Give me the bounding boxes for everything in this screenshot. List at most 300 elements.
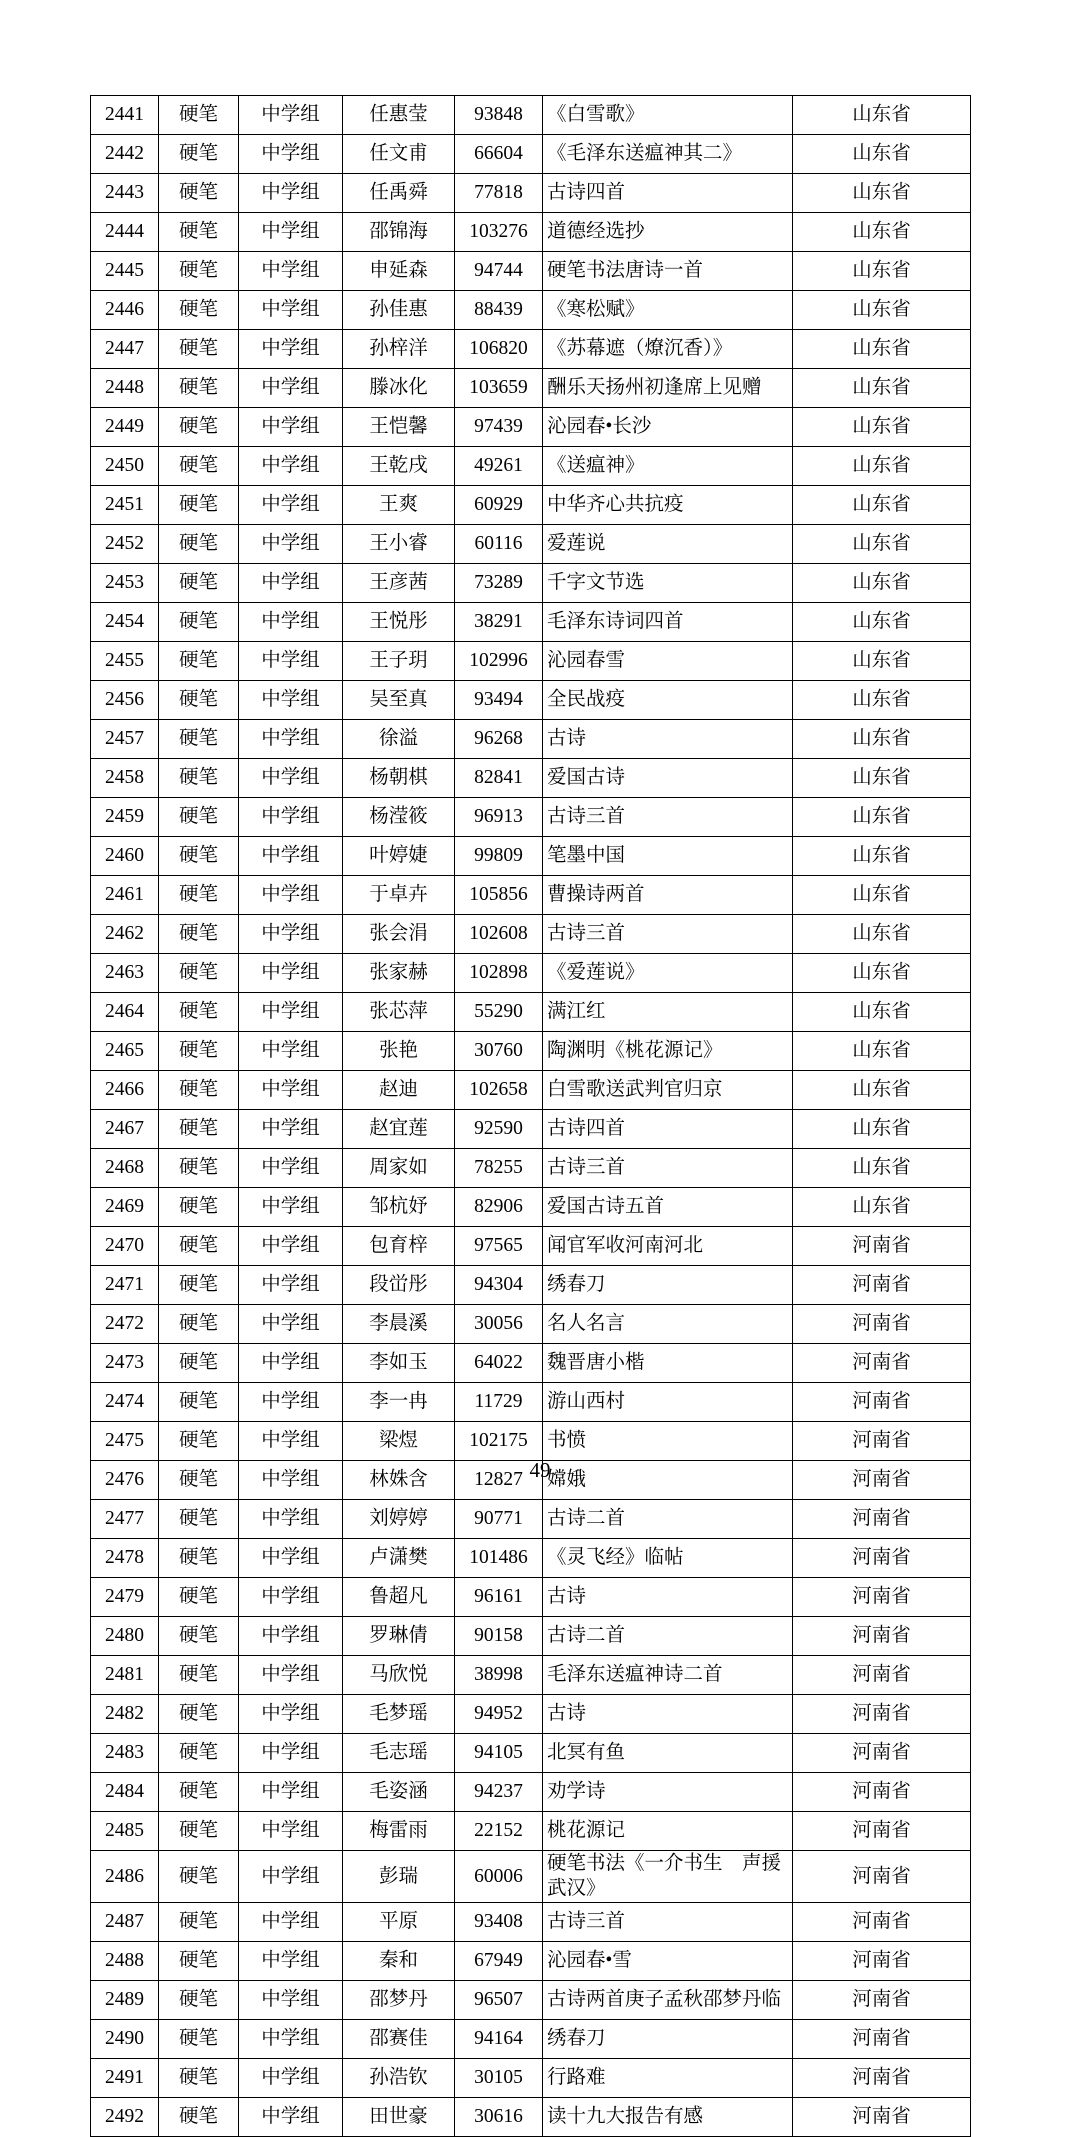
- row-work-cell: 中华齐心共抗疫: [543, 486, 793, 525]
- row-number-cell: 66604: [455, 135, 543, 174]
- row-number-cell: 103276: [455, 213, 543, 252]
- row-work-cell: 古诗四首: [543, 1110, 793, 1149]
- row-name-cell: 邵赛佳: [343, 2019, 455, 2058]
- row-category-cell: 硬笔: [159, 1980, 239, 2019]
- table-row: [91, 1188, 971, 1227]
- row-category-cell: 硬笔: [159, 837, 239, 876]
- row-name-cell: 段峃彤: [343, 1266, 455, 1305]
- row-number-cell: 30105: [455, 2058, 543, 2097]
- row-id-cell: 2476: [91, 1461, 159, 1500]
- table-row: [91, 1500, 971, 1539]
- row-category-cell: 硬笔: [159, 642, 239, 681]
- row-number-cell: 101486: [455, 1539, 543, 1578]
- row-number-cell: 12827: [455, 1461, 543, 1500]
- row-id-cell: 2463: [91, 954, 159, 993]
- row-id-cell: 2452: [91, 525, 159, 564]
- row-number-cell: 97439: [455, 408, 543, 447]
- row-group-cell: 中学组: [239, 1695, 343, 1734]
- row-number-cell: 93848: [455, 96, 543, 135]
- row-number-cell: 102175: [455, 1422, 543, 1461]
- row-province-cell: 河南省: [793, 1851, 971, 1903]
- row-number-cell: 96913: [455, 798, 543, 837]
- row-category-cell: 硬笔: [159, 1500, 239, 1539]
- row-province-cell: 山东省: [793, 876, 971, 915]
- row-group-cell: 中学组: [239, 2019, 343, 2058]
- row-province-cell: 山东省: [793, 681, 971, 720]
- row-group-cell: 中学组: [239, 603, 343, 642]
- row-name-cell: 王乾戌: [343, 447, 455, 486]
- row-number-cell: 60006: [455, 1851, 543, 1903]
- row-province-cell: 山东省: [793, 213, 971, 252]
- row-group-cell: 中学组: [239, 330, 343, 369]
- row-number-cell: 97565: [455, 1227, 543, 1266]
- row-work-cell: 曹操诗两首: [543, 876, 793, 915]
- row-number-cell: 55290: [455, 993, 543, 1032]
- table-row: [91, 1617, 971, 1656]
- row-id-cell: 2483: [91, 1734, 159, 1773]
- row-name-cell: 吴至真: [343, 681, 455, 720]
- row-name-cell: 王爽: [343, 486, 455, 525]
- row-name-cell: 徐溢: [343, 720, 455, 759]
- row-name-cell: 孙浩钦: [343, 2058, 455, 2097]
- row-group-cell: 中学组: [239, 1941, 343, 1980]
- row-id-cell: 2467: [91, 1110, 159, 1149]
- row-name-cell: 毛姿涵: [343, 1773, 455, 1812]
- table-row: [91, 1539, 971, 1578]
- row-id-cell: 2482: [91, 1695, 159, 1734]
- row-province-cell: 河南省: [793, 1773, 971, 1812]
- row-category-cell: 硬笔: [159, 135, 239, 174]
- row-work-cell: 嫦娥: [543, 1461, 793, 1500]
- row-work-cell: 沁园春•长沙: [543, 408, 793, 447]
- row-group-cell: 中学组: [239, 408, 343, 447]
- row-category-cell: 硬笔: [159, 720, 239, 759]
- row-name-cell: 李一冉: [343, 1383, 455, 1422]
- row-province-cell: 河南省: [793, 1227, 971, 1266]
- row-category-cell: 硬笔: [159, 525, 239, 564]
- row-province-cell: 山东省: [793, 564, 971, 603]
- row-group-cell: 中学组: [239, 213, 343, 252]
- row-id-cell: 2469: [91, 1188, 159, 1227]
- row-work-cell: 桃花源记: [543, 1812, 793, 1851]
- row-work-cell: 古诗三首: [543, 915, 793, 954]
- row-number-cell: 11729: [455, 1383, 543, 1422]
- row-name-cell: 王子玥: [343, 642, 455, 681]
- table-row: [91, 1980, 971, 2019]
- row-group-cell: 中学组: [239, 174, 343, 213]
- row-name-cell: 王小睿: [343, 525, 455, 564]
- table-row: [91, 1656, 971, 1695]
- row-number-cell: 88439: [455, 291, 543, 330]
- row-work-cell: 毛泽东送瘟神诗二首: [543, 1656, 793, 1695]
- table-row: [91, 1383, 971, 1422]
- row-number-cell: 90158: [455, 1617, 543, 1656]
- row-work-cell: 读十九大报告有感: [543, 2097, 793, 2136]
- row-group-cell: 中学组: [239, 837, 343, 876]
- row-category-cell: 硬笔: [159, 291, 239, 330]
- row-category-cell: 硬笔: [159, 1383, 239, 1422]
- row-province-cell: 河南省: [793, 1344, 971, 1383]
- row-work-cell: 北冥有鱼: [543, 1734, 793, 1773]
- row-id-cell: 2449: [91, 408, 159, 447]
- row-number-cell: 90771: [455, 1500, 543, 1539]
- row-name-cell: 平原: [343, 1902, 455, 1941]
- row-group-cell: 中学组: [239, 2058, 343, 2097]
- row-id-cell: 2475: [91, 1422, 159, 1461]
- row-category-cell: 硬笔: [159, 1032, 239, 1071]
- row-id-cell: 2455: [91, 642, 159, 681]
- row-group-cell: 中学组: [239, 1305, 343, 1344]
- row-number-cell: 99809: [455, 837, 543, 876]
- row-province-cell: 山东省: [793, 135, 971, 174]
- row-group-cell: 中学组: [239, 1461, 343, 1500]
- row-work-cell: 古诗三首: [543, 1902, 793, 1941]
- row-number-cell: 30056: [455, 1305, 543, 1344]
- row-group-cell: 中学组: [239, 681, 343, 720]
- row-province-cell: 河南省: [793, 2058, 971, 2097]
- row-category-cell: 硬笔: [159, 915, 239, 954]
- table-row: [91, 1032, 971, 1071]
- row-group-cell: 中学组: [239, 1734, 343, 1773]
- row-work-cell: 硬笔书法唐诗一首: [543, 252, 793, 291]
- row-name-cell: 任禹舜: [343, 174, 455, 213]
- row-category-cell: 硬笔: [159, 1695, 239, 1734]
- row-group-cell: 中学组: [239, 1071, 343, 1110]
- row-number-cell: 22152: [455, 1812, 543, 1851]
- row-province-cell: 山东省: [793, 1110, 971, 1149]
- page-number: 49: [529, 1458, 551, 1482]
- row-province-cell: 山东省: [793, 993, 971, 1032]
- row-id-cell: 2460: [91, 837, 159, 876]
- row-group-cell: 中学组: [239, 96, 343, 135]
- row-id-cell: 2446: [91, 291, 159, 330]
- row-name-cell: 杨滢筱: [343, 798, 455, 837]
- row-number-cell: 30760: [455, 1032, 543, 1071]
- row-number-cell: 60116: [455, 525, 543, 564]
- table-row: [91, 837, 971, 876]
- row-id-cell: 2490: [91, 2019, 159, 2058]
- row-id-cell: 2459: [91, 798, 159, 837]
- row-province-cell: 河南省: [793, 1539, 971, 1578]
- row-category-cell: 硬笔: [159, 1773, 239, 1812]
- row-category-cell: 硬笔: [159, 1578, 239, 1617]
- row-province-cell: 山东省: [793, 798, 971, 837]
- row-category-cell: 硬笔: [159, 2058, 239, 2097]
- row-name-cell: 卢潇樊: [343, 1539, 455, 1578]
- row-name-cell: 田世豪: [343, 2097, 455, 2136]
- row-category-cell: 硬笔: [159, 1266, 239, 1305]
- row-category-cell: 硬笔: [159, 1071, 239, 1110]
- row-number-cell: 94304: [455, 1266, 543, 1305]
- row-name-cell: 林姝含: [343, 1461, 455, 1500]
- row-work-cell: 古诗二首: [543, 1617, 793, 1656]
- row-category-cell: 硬笔: [159, 993, 239, 1032]
- row-name-cell: 任惠莹: [343, 96, 455, 135]
- row-id-cell: 2470: [91, 1227, 159, 1266]
- row-id-cell: 2444: [91, 213, 159, 252]
- row-province-cell: 山东省: [793, 486, 971, 525]
- row-name-cell: 邵梦丹: [343, 1980, 455, 2019]
- row-id-cell: 2461: [91, 876, 159, 915]
- row-id-cell: 2441: [91, 96, 159, 135]
- table-row: [91, 330, 971, 369]
- row-id-cell: 2471: [91, 1266, 159, 1305]
- row-name-cell: 王悦彤: [343, 603, 455, 642]
- row-id-cell: 2492: [91, 2097, 159, 2136]
- table-row: [91, 1344, 971, 1383]
- row-group-cell: 中学组: [239, 252, 343, 291]
- row-id-cell: 2474: [91, 1383, 159, 1422]
- row-group-cell: 中学组: [239, 759, 343, 798]
- row-province-cell: 山东省: [793, 96, 971, 135]
- row-id-cell: 2464: [91, 993, 159, 1032]
- row-name-cell: 鲁超凡: [343, 1578, 455, 1617]
- row-id-cell: 2486: [91, 1851, 159, 1903]
- row-work-cell: 毛泽东诗词四首: [543, 603, 793, 642]
- row-category-cell: 硬笔: [159, 1902, 239, 1941]
- row-category-cell: 硬笔: [159, 798, 239, 837]
- row-work-cell: 绣春刀: [543, 1266, 793, 1305]
- table-row: [91, 720, 971, 759]
- row-work-cell: 古诗两首庚子孟秋邵梦丹临: [543, 1980, 793, 2019]
- row-work-cell: 古诗: [543, 1695, 793, 1734]
- row-group-cell: 中学组: [239, 1656, 343, 1695]
- table-row: [91, 2097, 971, 2136]
- table-row: [91, 681, 971, 720]
- row-number-cell: 93494: [455, 681, 543, 720]
- row-number-cell: 77818: [455, 174, 543, 213]
- row-group-cell: 中学组: [239, 1032, 343, 1071]
- row-id-cell: 2445: [91, 252, 159, 291]
- table-row: [91, 1227, 971, 1266]
- table-row: [91, 408, 971, 447]
- row-work-cell: 沁园春•雪: [543, 1941, 793, 1980]
- row-province-cell: 山东省: [793, 720, 971, 759]
- table-row: [91, 1305, 971, 1344]
- row-name-cell: 周家如: [343, 1149, 455, 1188]
- row-category-cell: 硬笔: [159, 252, 239, 291]
- row-province-cell: 山东省: [793, 837, 971, 876]
- row-number-cell: 106820: [455, 330, 543, 369]
- row-number-cell: 73289: [455, 564, 543, 603]
- row-work-cell: 全民战疫: [543, 681, 793, 720]
- table-row: [91, 759, 971, 798]
- row-category-cell: 硬笔: [159, 486, 239, 525]
- table-row: [91, 915, 971, 954]
- row-id-cell: 2454: [91, 603, 159, 642]
- row-group-cell: 中学组: [239, 135, 343, 174]
- row-id-cell: 2450: [91, 447, 159, 486]
- row-number-cell: 38998: [455, 1656, 543, 1695]
- table-row: [91, 954, 971, 993]
- row-province-cell: 河南省: [793, 1383, 971, 1422]
- row-province-cell: 山东省: [793, 369, 971, 408]
- row-work-cell: 白雪歌送武判官归京: [543, 1071, 793, 1110]
- table-row: [91, 135, 971, 174]
- row-id-cell: 2458: [91, 759, 159, 798]
- row-id-cell: 2456: [91, 681, 159, 720]
- row-group-cell: 中学组: [239, 1617, 343, 1656]
- row-province-cell: 河南省: [793, 1422, 971, 1461]
- row-province-cell: 山东省: [793, 252, 971, 291]
- row-number-cell: 82906: [455, 1188, 543, 1227]
- table-row: [91, 1734, 971, 1773]
- row-category-cell: 硬笔: [159, 408, 239, 447]
- row-number-cell: 94952: [455, 1695, 543, 1734]
- row-name-cell: 邵锦海: [343, 213, 455, 252]
- row-group-cell: 中学组: [239, 369, 343, 408]
- row-work-cell: 绣春刀: [543, 2019, 793, 2058]
- row-province-cell: 山东省: [793, 915, 971, 954]
- row-number-cell: 96507: [455, 1980, 543, 2019]
- row-number-cell: 103659: [455, 369, 543, 408]
- row-category-cell: 硬笔: [159, 1305, 239, 1344]
- row-group-cell: 中学组: [239, 798, 343, 837]
- row-name-cell: 张会涓: [343, 915, 455, 954]
- table-row: [91, 2019, 971, 2058]
- row-id-cell: 2457: [91, 720, 159, 759]
- row-province-cell: 河南省: [793, 1941, 971, 1980]
- row-name-cell: 李晨溪: [343, 1305, 455, 1344]
- row-name-cell: 张家赫: [343, 954, 455, 993]
- row-category-cell: 硬笔: [159, 564, 239, 603]
- row-work-cell: 古诗四首: [543, 174, 793, 213]
- row-group-cell: 中学组: [239, 291, 343, 330]
- row-group-cell: 中学组: [239, 720, 343, 759]
- table-row: [91, 564, 971, 603]
- roster-table-body: [91, 96, 971, 2137]
- row-name-cell: 王彦茜: [343, 564, 455, 603]
- table-row: [91, 876, 971, 915]
- table-row: [91, 1773, 971, 1812]
- row-group-cell: 中学组: [239, 1539, 343, 1578]
- row-work-cell: 古诗: [543, 720, 793, 759]
- table-row: [91, 1851, 971, 1903]
- row-number-cell: 78255: [455, 1149, 543, 1188]
- row-number-cell: 93408: [455, 1902, 543, 1941]
- table-row: [91, 1110, 971, 1149]
- table-row: [91, 642, 971, 681]
- row-category-cell: 硬笔: [159, 1851, 239, 1903]
- row-group-cell: 中学组: [239, 1578, 343, 1617]
- row-number-cell: 105856: [455, 876, 543, 915]
- row-category-cell: 硬笔: [159, 1539, 239, 1578]
- row-number-cell: 60929: [455, 486, 543, 525]
- row-category-cell: 硬笔: [159, 2097, 239, 2136]
- row-id-cell: 2442: [91, 135, 159, 174]
- row-group-cell: 中学组: [239, 954, 343, 993]
- row-number-cell: 96161: [455, 1578, 543, 1617]
- row-province-cell: 山东省: [793, 1071, 971, 1110]
- row-group-cell: 中学组: [239, 993, 343, 1032]
- row-province-cell: 河南省: [793, 1980, 971, 2019]
- table-row: [91, 1695, 971, 1734]
- row-name-cell: 张芯萍: [343, 993, 455, 1032]
- table-row: [91, 1812, 971, 1851]
- row-name-cell: 赵迪: [343, 1071, 455, 1110]
- row-group-cell: 中学组: [239, 915, 343, 954]
- row-group-cell: 中学组: [239, 1851, 343, 1903]
- table-row: [91, 2058, 971, 2097]
- row-work-cell: 名人名言: [543, 1305, 793, 1344]
- row-work-cell: 《白雪歌》: [543, 96, 793, 135]
- row-work-cell: 闻官军收河南河北: [543, 1227, 793, 1266]
- row-work-cell: 游山西村: [543, 1383, 793, 1422]
- row-province-cell: 河南省: [793, 1266, 971, 1305]
- row-category-cell: 硬笔: [159, 174, 239, 213]
- row-id-cell: 2488: [91, 1941, 159, 1980]
- row-group-cell: 中学组: [239, 642, 343, 681]
- row-work-cell: 《苏幕遮（燎沉香）》: [543, 330, 793, 369]
- row-group-cell: 中学组: [239, 1902, 343, 1941]
- row-group-cell: 中学组: [239, 1149, 343, 1188]
- table-row: [91, 291, 971, 330]
- row-work-cell: 《送瘟神》: [543, 447, 793, 486]
- row-province-cell: 山东省: [793, 1149, 971, 1188]
- row-group-cell: 中学组: [239, 1812, 343, 1851]
- row-number-cell: 49261: [455, 447, 543, 486]
- row-work-cell: 书愤: [543, 1422, 793, 1461]
- row-id-cell: 2462: [91, 915, 159, 954]
- row-category-cell: 硬笔: [159, 96, 239, 135]
- row-category-cell: 硬笔: [159, 447, 239, 486]
- row-id-cell: 2477: [91, 1500, 159, 1539]
- row-group-cell: 中学组: [239, 486, 343, 525]
- row-province-cell: 河南省: [793, 1617, 971, 1656]
- row-id-cell: 2489: [91, 1980, 159, 2019]
- row-group-cell: 中学组: [239, 1266, 343, 1305]
- row-group-cell: 中学组: [239, 1422, 343, 1461]
- row-name-cell: 滕冰化: [343, 369, 455, 408]
- row-province-cell: 山东省: [793, 1032, 971, 1071]
- row-id-cell: 2479: [91, 1578, 159, 1617]
- row-group-cell: 中学组: [239, 1383, 343, 1422]
- row-work-cell: 爱国古诗: [543, 759, 793, 798]
- row-province-cell: 山东省: [793, 408, 971, 447]
- row-name-cell: 张艳: [343, 1032, 455, 1071]
- row-id-cell: 2451: [91, 486, 159, 525]
- row-id-cell: 2481: [91, 1656, 159, 1695]
- row-group-cell: 中学组: [239, 1344, 343, 1383]
- row-category-cell: 硬笔: [159, 1656, 239, 1695]
- row-name-cell: 王恺馨: [343, 408, 455, 447]
- row-province-cell: 河南省: [793, 1461, 971, 1500]
- row-id-cell: 2478: [91, 1539, 159, 1578]
- row-work-cell: 满江红: [543, 993, 793, 1032]
- row-id-cell: 2487: [91, 1902, 159, 1941]
- table-row: [91, 486, 971, 525]
- row-province-cell: 河南省: [793, 1305, 971, 1344]
- row-number-cell: 30616: [455, 2097, 543, 2136]
- row-province-cell: 山东省: [793, 603, 971, 642]
- row-name-cell: 申延森: [343, 252, 455, 291]
- row-work-cell: 酬乐天扬州初逢席上见赠: [543, 369, 793, 408]
- table-row: [91, 1941, 971, 1980]
- row-name-cell: 于卓卉: [343, 876, 455, 915]
- row-id-cell: 2485: [91, 1812, 159, 1851]
- row-number-cell: 82841: [455, 759, 543, 798]
- table-row: [91, 525, 971, 564]
- row-id-cell: 2465: [91, 1032, 159, 1071]
- row-province-cell: 山东省: [793, 954, 971, 993]
- row-group-cell: 中学组: [239, 1188, 343, 1227]
- row-work-cell: 古诗二首: [543, 1500, 793, 1539]
- row-number-cell: 94105: [455, 1734, 543, 1773]
- row-group-cell: 中学组: [239, 876, 343, 915]
- row-category-cell: 硬笔: [159, 2019, 239, 2058]
- row-id-cell: 2473: [91, 1344, 159, 1383]
- row-name-cell: 毛志瑶: [343, 1734, 455, 1773]
